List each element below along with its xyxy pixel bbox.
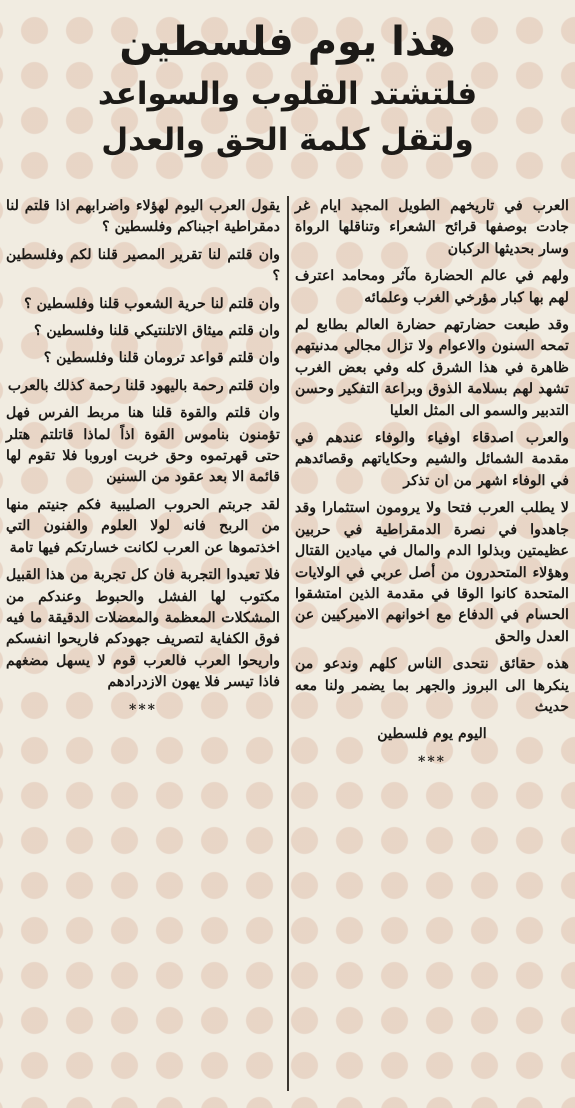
- article-body: [6, 196, 569, 1096]
- paragraph: ولهم في عالم الحضارة مآثر ومحامد اعترف لهم بها كبار مؤرخي الغرب وعلمائه: [295, 268, 569, 306]
- paragraph: والعرب اصدقاء اوفياء والوفاء عندهم في مقدمة الشمائل والشيم وحكاياتهم وقصائدهم في الوفاء اشهر من ان تذكر: [295, 430, 569, 489]
- article-header: [0, 18, 575, 162]
- column-divider: [287, 196, 289, 1091]
- right-column: [295, 196, 569, 1096]
- paragraph: العرب في تاريخهم الطويل المجيد ايام غر جادت بوصفها قرائح الشعراء وتناقلها الرواة وسار بحديثها الركبان: [295, 198, 569, 257]
- end-mark: ***: [129, 701, 157, 718]
- paragraph: وقد طبعت حضارتهم حضارة العالم بطابع لم تمحه السنون والاعوام ولا تزال مجالي مدنيتهم ظاهرة في هذا الشرق كله وفي بعض الغرب تشهد لهم بسلامة الذوق وبراعة التفكير وحسن التدبير والسمو الى المثل العليا: [295, 317, 569, 419]
- paragraph: وان قلتم والقوة قلنا هنا مربط الفرس فهل تؤمنون بناموس القوة اذاً لماذا قاتلتم هتلر حتى قهرتموه وحق خربت اوروبا فلا تقوم لها قائمة الا بعد عقود من السنين: [6, 405, 280, 486]
- end-mark: ***: [418, 753, 446, 770]
- paragraph: وان قلتم رحمة باليهود قلنا رحمة كذلك بالعرب: [7, 377, 280, 394]
- paragraph: لا يطلب العرب فتحا ولا يرومون استثمارا وقد جاهدوا في نصرة الدمقراطية في حربين عظيمتين وبذلوا الدم والمال في ميادين القتال وهؤلاء المتحدرون من أصل عربي في الولايات المتحدة كانوا الوقا في مقدمة الذين امتشقوا الحسام في الدفاع مع اخوانهم الاميركيين عن العدل والحق: [295, 500, 569, 645]
- left-column: [6, 196, 280, 1096]
- subheadline-1: فلتشتد القلوب والسواعد: [97, 76, 478, 112]
- headline: هذا يوم فلسطين: [119, 19, 456, 65]
- subheadline-2: ولتقل كلمة الحق والعدل: [101, 122, 474, 158]
- paragraph: وان قلتم قواعد ترومان قلنا وفلسطين ؟: [43, 350, 280, 367]
- paragraph: فلا تعيدوا التجربة فان كل تجربة من هذا القبيل مكتوب لها الفشل والحبوط وعندكم من المشكلات المعظمة والمعضلات الدقيقة ما فيه فوق الكفاية لتصريف جهودكم فاريحوا انفسكم واريحوا العرب فالعرب قوم لا يسهل مضغهم فاذا تيسر فلا يهون الازدرادهم: [6, 567, 280, 691]
- paragraph: اليوم يوم فلسطين: [377, 726, 487, 743]
- paragraph: وان قلتم ميثاق الاتلنتيكي قلنا وفلسطين ؟: [33, 323, 280, 340]
- paragraph: هذه حقائق نتحدى الناس كلهم وندعو من ينكرها الى البروز والجهر بما يضمر ولنا معه حديث: [295, 656, 569, 715]
- paragraph: وان قلتم لنا حرية الشعوب قلنا وفلسطين ؟: [24, 295, 280, 312]
- paragraph: لقد جربتم الحروب الصليبية فكم جنيتم منها من الربح فانه لولا العلوم والفنون التي اخذتموها عن العرب لكانت خسارتكم فيها تامة: [6, 496, 280, 556]
- paragraph: وان قلتم لنا تقرير المصير قلنا لكم وفلسطين ؟: [6, 246, 280, 285]
- paragraph: يقول العرب اليوم لهؤلاء واضرابهم اذا قلتم لنا دمقراطية اجبناكم وفلسطين ؟: [6, 198, 280, 236]
